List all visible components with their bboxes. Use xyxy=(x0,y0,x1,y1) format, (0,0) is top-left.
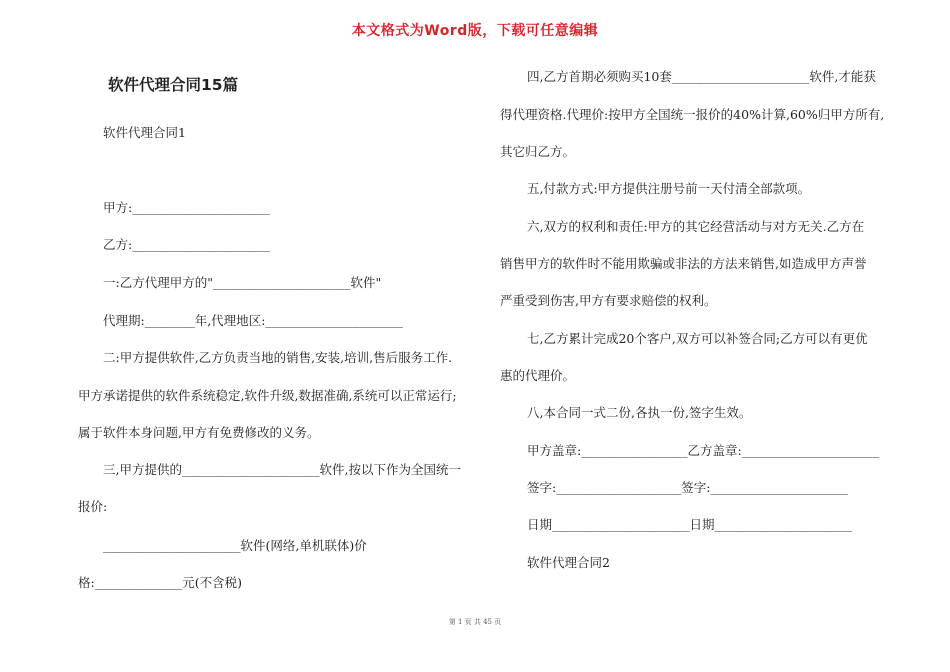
price-line-2: 格:______________元(不含税) xyxy=(78,575,242,590)
clause-8: 八,本合同一式二份,各执一份,签字生效。 xyxy=(527,405,752,420)
clause-3-line-2: 报价: xyxy=(78,499,108,514)
contract-heading-1: 软件代理合同1 xyxy=(103,125,186,140)
clause-3-line-1: 三,甲方提供的______________________软件,按以下作为全国统一 xyxy=(103,462,461,477)
clause-6-line-1: 六,双方的权利和责任:甲方的其它经营活动与对方无关.乙方在 xyxy=(527,219,865,234)
party-a-line: 甲方:______________________ xyxy=(103,200,270,215)
party-b-line: 乙方:______________________ xyxy=(103,237,270,252)
clause-1: 一:乙方代理甲方的"______________________软件" xyxy=(103,275,382,290)
price-line-1: ______________________软件(网络,单机联体)价 xyxy=(103,538,367,553)
clause-6-line-3: 严重受到伤害,甲方有要求赔偿的权利。 xyxy=(500,293,717,308)
word-format-banner: 本文格式为Word版，下载可任意编辑 xyxy=(351,23,599,39)
clause-7-line-1: 七,乙方累计完成20个客户,双方可以补签合同;乙方可以有更优 xyxy=(527,331,868,346)
clause-6-line-2: 销售甲方的软件时不能用欺骗或非法的方法来销售,如造成甲方声誉 xyxy=(500,256,867,271)
signature-line: 签字:____________________签字:______________________ xyxy=(527,480,848,495)
clause-7-line-2: 惠的代理价。 xyxy=(500,368,576,383)
date-line: 日期______________________日期______________________ xyxy=(527,517,853,532)
clause-4-line-1: 四,乙方首期必须购买10套______________________软件,才能获 xyxy=(527,69,876,84)
seal-line: 甲方盖章:_________________乙方盖章:______________________ xyxy=(527,443,880,458)
clause-5: 五,付款方式:甲方提供注册号前一天付清全部款项。 xyxy=(527,181,811,196)
contract-heading-2: 软件代理合同2 xyxy=(527,555,610,570)
clause-2-line-1: 二:甲方提供软件,乙方负责当地的销售,安装,培训,售后服务工作. xyxy=(103,350,453,365)
clause-4-line-3: 其它归乙方。 xyxy=(500,144,576,159)
agency-period-line: 代理期:________年,代理地区:______________________ xyxy=(103,313,403,328)
document-title: 软件代理合同15篇 xyxy=(108,76,239,94)
clause-2-line-3: 属于软件本身问题,甲方有免费修改的义务。 xyxy=(78,425,320,440)
clause-2-line-2: 甲方承诺提供的软件系统稳定,软件升级,数据准确,系统可以正常运行; xyxy=(78,388,457,403)
page-number: 第 1 页 共 45 页 xyxy=(448,618,502,626)
clause-4-line-2: 得代理资格.代理价:按甲方全国统一报价的40%计算,60%归甲方所有, xyxy=(500,107,885,122)
